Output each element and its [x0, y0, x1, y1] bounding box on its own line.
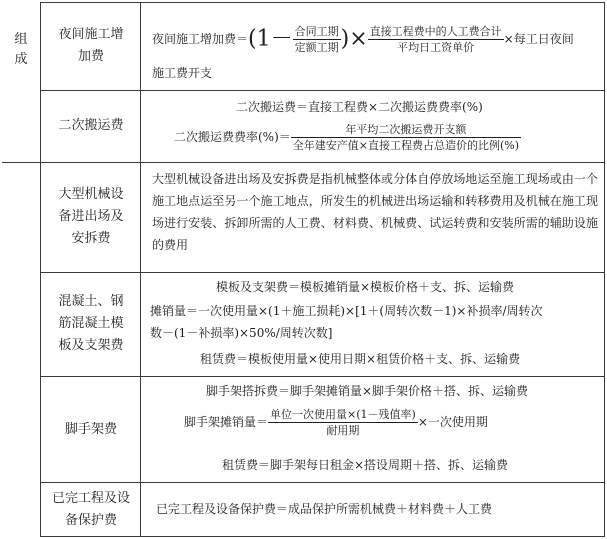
night-formula-tail: ×每工日夜间 — [503, 32, 574, 46]
row-label-scaffold: 脚手架费 — [64, 422, 117, 437]
night-fraction-labor-den: 平均日工资单价 — [397, 41, 475, 54]
formwork-formula-2b: 数－(1－补损率)×50%/周转次数] — [150, 326, 333, 340]
second-rate-den: 全年建安产值×直接工程费占总造价的比例(%) — [292, 139, 520, 152]
row-divider — [40, 272, 605, 273]
formwork-formula-2a: 摊销量＝一次使用量×(1＋施工损耗)×[1＋(周转次数－1)×补损率/周转次 — [150, 304, 543, 318]
night-fraction-contract-den: 定额工期 — [294, 41, 339, 54]
row-divider — [40, 90, 605, 91]
night-formula-line2: 施工费开支 — [152, 66, 213, 80]
second-rate-num: 年平均二次搬运费开支额 — [291, 122, 521, 138]
night-formula-close: )× — [340, 26, 368, 52]
second-rate-fraction — [291, 122, 521, 153]
table-right-border — [604, 2, 605, 536]
second-formula-2-prefix: 二次搬运费费率(%)＝ — [174, 130, 291, 144]
scaffold-amortization-fraction — [268, 407, 418, 438]
row-divider — [40, 376, 605, 377]
night-formula-open: (1－ — [248, 26, 293, 52]
row-label-protect: 已完工程及设备保护费 — [51, 491, 130, 528]
row-divider — [40, 482, 605, 483]
side-column-border — [40, 2, 41, 162]
formwork-formula-3: 租赁费＝模板使用量×使用日期×租赁价格＋支、拆、运输费 — [200, 352, 521, 366]
night-fraction-contract — [293, 24, 341, 55]
scaffold-formula-1: 脚手架搭拆费＝脚手架摊销量×脚手架价格＋搭、拆、运输费 — [206, 384, 529, 398]
row-label-machine: 大型机械设备进出场及安拆费 — [58, 187, 124, 246]
label-column-border — [40, 162, 41, 536]
protect-formula-1: 已完工程及设备保护费＝成品保护所需机械费＋材料费＋人工费 — [156, 502, 493, 516]
scaffold-formula-2-prefix: 脚手架摊销量＝ — [184, 415, 269, 429]
row-label-second: 二次搬运费 — [58, 118, 124, 133]
side-label: 组成 — [14, 32, 28, 67]
machine-description: 大型机械设备进出场及安拆费是指机械整体或分体自停放场地运至施工现场或由一个施工地点运至另一个施工地点，所发生的机械进出场运输和转移费用及机械在施工现场进行安装、拆卸所需的人工费、材料费、机械费、试运转费和安装所需的辅助设施的费用 — [152, 172, 598, 252]
table-bottom-border — [40, 536, 605, 537]
scaffold-formula-2 — [184, 407, 488, 438]
row-label-night: 夜间施工增加费 — [58, 27, 124, 64]
second-formula-2 — [174, 122, 521, 153]
scaffold-amortization-num: 单位一次使用量×(1－残值率) — [270, 408, 416, 421]
row-divider — [2, 162, 605, 163]
night-fraction-labor-num: 直接工程费中的人工费合计 — [369, 25, 502, 38]
night-formula-prefix: 夜间施工增加费＝ — [152, 32, 249, 46]
row-label-formwork: 混凝土、钢筋混凝土模板及支架费 — [58, 294, 124, 353]
second-formula-1: 二次搬运费＝直接工程费×二次搬运费费率(%) — [236, 100, 483, 114]
night-fraction-labor — [368, 24, 504, 55]
table-top-border — [40, 2, 605, 3]
scaffold-formula-2-tail: ×一次使用期 — [417, 415, 488, 429]
label-content-border — [140, 2, 141, 536]
scaffold-amortization-den: 耐用期 — [326, 424, 360, 437]
formwork-formula-1: 模板及支架费＝模板摊销量×模板价格＋支、拆、运输费 — [216, 280, 515, 294]
night-formula-line1 — [152, 24, 574, 55]
scaffold-formula-3: 租赁费＝脚手架每日租金×搭设周期＋搭、拆、运输费 — [222, 458, 509, 472]
night-fraction-contract-num: 合同工期 — [294, 25, 339, 38]
